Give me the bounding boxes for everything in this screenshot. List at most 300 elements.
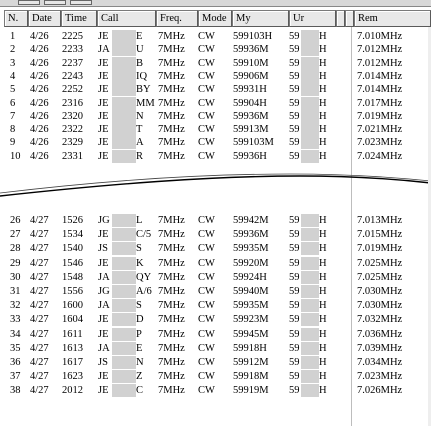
cell-time: 1534 (62, 229, 83, 241)
cell-my: 59913M (233, 124, 269, 136)
cell-n: 1 (10, 31, 16, 42)
cell-ur-suffix: H (319, 342, 327, 354)
cell-n: 7 (10, 110, 16, 122)
toolbar-strip (0, 0, 431, 7)
cell-call-suffix: A (136, 137, 144, 149)
table-row[interactable] (0, 299, 431, 312)
table-row[interactable] (0, 228, 431, 241)
cell-freq: 7MHz (158, 300, 185, 312)
cell-time: 1540 (62, 243, 83, 255)
cell-my: 59936M (233, 44, 269, 56)
cell-n: 34 (10, 328, 21, 340)
table-row[interactable] (0, 43, 431, 56)
call-redaction (112, 342, 136, 355)
cell-call-suffix: N (136, 357, 144, 368)
cell-date: 4/26 (30, 97, 49, 109)
cell-my: 59904H (233, 97, 267, 109)
table-row[interactable] (0, 97, 431, 110)
ur-redaction (301, 57, 319, 70)
column-header-time[interactable]: Time (61, 10, 97, 27)
ur-redaction (301, 313, 319, 326)
cell-my: 59906M (233, 70, 269, 82)
cell-freq: 7MHz (158, 110, 185, 122)
cell-mode: CW (198, 229, 215, 241)
cell-my: 599103M (233, 137, 274, 149)
call-redaction (112, 313, 136, 326)
cell-ur: 59 (289, 70, 300, 82)
cell-date: 4/27 (30, 215, 49, 226)
cell-date: 4/26 (30, 57, 49, 69)
table-row[interactable] (0, 150, 431, 163)
cell-date: 4/26 (30, 110, 49, 122)
ur-redaction (301, 136, 319, 149)
cell-call-suffix: E (136, 342, 143, 354)
cell-n: 4 (10, 70, 16, 82)
cell-call-suffix: P (136, 328, 142, 340)
cell-date: 4/27 (30, 371, 49, 383)
cell-ur-suffix: H (319, 257, 327, 269)
cell-call: JA (98, 44, 110, 56)
cell-freq: 7MHz (158, 314, 185, 326)
cell-ur-suffix: H (319, 357, 327, 368)
cell-rem: 7.015MHz (357, 229, 403, 241)
cell-mode: CW (198, 328, 215, 340)
table-row[interactable] (0, 242, 431, 255)
table-row[interactable] (0, 136, 431, 149)
ur-redaction (301, 30, 319, 43)
table-row[interactable] (0, 342, 431, 355)
cell-call: JE (98, 229, 109, 241)
cell-freq: 7MHz (158, 342, 185, 354)
call-redaction (112, 70, 136, 83)
cell-date: 4/26 (30, 150, 49, 162)
cell-ur-suffix: H (319, 328, 327, 340)
column-header-n[interactable]: N. (4, 10, 28, 27)
cell-mode: CW (198, 385, 215, 397)
cell-freq: 7MHz (158, 31, 185, 42)
cell-mode: CW (198, 371, 215, 383)
cell-n: 2 (10, 44, 16, 56)
toolbar-button[interactable] (44, 0, 66, 5)
cell-call-suffix: Z (136, 371, 143, 383)
cell-call: JE (98, 70, 109, 82)
cell-call: JE (98, 371, 109, 383)
cell-n: 3 (10, 57, 16, 69)
ur-redaction (301, 228, 319, 241)
cell-ur-suffix: H (319, 124, 327, 136)
cell-n: 5 (10, 84, 16, 96)
cell-ur: 59 (289, 243, 300, 255)
call-redaction (112, 110, 136, 123)
cell-mode: CW (198, 84, 215, 96)
cell-n: 30 (10, 271, 21, 283)
cell-mode: CW (198, 286, 215, 297)
cell-call-suffix: MM (136, 97, 155, 109)
cell-mode: CW (198, 215, 215, 226)
cell-call-suffix: S (136, 243, 142, 255)
cell-ur-suffix: H (319, 371, 327, 383)
ur-redaction (301, 384, 319, 397)
ur-redaction (301, 214, 319, 227)
cell-n: 28 (10, 243, 21, 255)
cell-call: JE (98, 137, 109, 149)
call-redaction (112, 228, 136, 241)
cell-mode: CW (198, 243, 215, 255)
cell-ur: 59 (289, 257, 300, 269)
cell-time: 2012 (62, 385, 83, 397)
cell-ur: 59 (289, 150, 300, 162)
ur-redaction (301, 43, 319, 56)
cell-call: JE (98, 97, 109, 109)
cell-ur: 59 (289, 271, 300, 283)
cell-time: 1613 (62, 342, 83, 354)
cell-my: 59936M (233, 110, 269, 122)
ur-redaction (301, 328, 319, 341)
table-row[interactable] (0, 110, 431, 123)
cell-time: 2243 (62, 70, 83, 82)
cell-time: 1617 (62, 357, 83, 368)
cell-my: 59924H (233, 271, 267, 283)
cell-time: 1556 (62, 286, 83, 297)
cell-ur: 59 (289, 215, 300, 226)
table-row[interactable] (0, 271, 431, 284)
cell-call-suffix: B (136, 57, 144, 69)
cell-rem: 7.014MHz (357, 70, 403, 82)
cell-rem: 7.017MHz (357, 97, 403, 109)
cell-freq: 7MHz (158, 84, 185, 96)
cell-call: JE (98, 57, 109, 69)
cell-ur: 59 (289, 328, 300, 340)
cell-mode: CW (198, 150, 215, 162)
cell-call: JE (98, 110, 109, 122)
column-header-blank-2[interactable] (345, 10, 354, 27)
column-header-blank-1[interactable] (336, 10, 345, 27)
cell-my: 59912M (233, 357, 269, 368)
cell-call: JG (98, 215, 110, 226)
cell-ur: 59 (289, 300, 300, 312)
call-redaction (112, 214, 136, 227)
break-line (0, 170, 431, 198)
ur-redaction (301, 150, 319, 163)
cell-rem: 7.013MHz (357, 215, 403, 226)
cell-call: JE (98, 314, 109, 326)
cell-freq: 7MHz (158, 371, 185, 383)
cell-call: JS (98, 357, 108, 368)
cell-ur: 59 (289, 357, 300, 368)
table-row[interactable] (0, 30, 431, 43)
cell-call-suffix: E (136, 31, 143, 42)
cell-n: 26 (10, 215, 21, 226)
toolbar-button[interactable] (18, 0, 40, 5)
cell-date: 4/26 (30, 124, 49, 136)
cell-mode: CW (198, 314, 215, 326)
call-redaction (112, 299, 136, 312)
cell-n: 10 (10, 150, 21, 162)
cell-date: 4/27 (30, 229, 49, 241)
column-header-row (4, 10, 431, 27)
cell-rem: 7.023MHz (357, 137, 403, 149)
cell-call: JE (98, 385, 109, 397)
call-redaction (112, 285, 136, 298)
column-header-my[interactable]: My (232, 10, 289, 27)
table-row[interactable] (0, 285, 431, 298)
ur-redaction (301, 271, 319, 284)
cell-call-suffix: L (136, 215, 143, 226)
cell-ur-suffix: H (319, 229, 327, 241)
cell-n: 8 (10, 124, 16, 136)
cell-my: 59945M (233, 328, 269, 340)
cell-freq: 7MHz (158, 229, 185, 241)
cell-my: 59940M (233, 286, 269, 297)
cell-call-suffix: IQ (136, 70, 148, 82)
cell-date: 4/26 (30, 137, 49, 149)
cell-rem: 7.012MHz (357, 57, 403, 69)
cell-rem: 7.036MHz (357, 328, 403, 340)
cell-ur-suffix: H (319, 31, 327, 42)
cell-rem: 7.014MHz (357, 84, 403, 96)
ur-redaction (301, 356, 319, 369)
ur-redaction (301, 123, 319, 136)
cell-date: 4/27 (30, 300, 49, 312)
ur-redaction (301, 299, 319, 312)
cell-ur: 59 (289, 31, 300, 42)
cell-time: 1604 (62, 314, 83, 326)
cell-time: 2329 (62, 137, 83, 149)
cell-ur-suffix: H (319, 243, 327, 255)
cell-rem: 7.019MHz (357, 110, 403, 122)
cell-time: 2331 (62, 150, 83, 162)
cell-my: 59936M (233, 229, 269, 241)
table-row[interactable] (0, 356, 431, 369)
cell-call-suffix: C (136, 385, 144, 397)
cell-my: 59918H (233, 342, 267, 354)
cell-time: 1548 (62, 271, 83, 283)
cell-call: JA (98, 342, 110, 354)
table-row[interactable] (0, 83, 431, 96)
cell-my: 59935M (233, 300, 269, 312)
table-row[interactable] (0, 384, 431, 397)
call-redaction (112, 136, 136, 149)
cell-ur-suffix: H (319, 271, 327, 283)
cell-time: 2237 (62, 57, 83, 69)
cell-freq: 7MHz (158, 150, 185, 162)
table-row[interactable] (0, 214, 431, 227)
cell-ur-suffix: H (319, 150, 327, 162)
table-row[interactable] (0, 57, 431, 70)
table-row[interactable] (0, 370, 431, 383)
cell-call-suffix: BY (136, 84, 151, 96)
table-row[interactable] (0, 257, 431, 270)
cell-call: JS (98, 243, 108, 255)
cell-date: 4/27 (30, 243, 49, 255)
cell-mode: CW (198, 257, 215, 269)
cell-ur: 59 (289, 137, 300, 149)
cell-ur: 59 (289, 314, 300, 326)
cell-mode: CW (198, 300, 215, 312)
cell-time: 2233 (62, 44, 83, 56)
cell-rem: 7.039MHz (357, 342, 403, 354)
cell-call-suffix: U (136, 44, 144, 56)
cell-rem: 7.034MHz (357, 357, 403, 368)
cell-freq: 7MHz (158, 215, 185, 226)
cell-rem: 7.030MHz (357, 300, 403, 312)
cell-ur-suffix: H (319, 137, 327, 149)
table-row[interactable] (0, 328, 431, 341)
cell-ur: 59 (289, 229, 300, 241)
cell-call-suffix: QY (136, 271, 152, 283)
cell-my: 599103H (233, 31, 273, 42)
cell-call: JE (98, 328, 109, 340)
cell-ur: 59 (289, 110, 300, 122)
cell-call: JA (98, 300, 110, 312)
cell-rem: 7.021MHz (357, 124, 403, 136)
column-header-date[interactable]: Date (28, 10, 61, 27)
cell-call-suffix: D (136, 314, 144, 326)
cell-date: 4/26 (30, 31, 49, 42)
cell-rem: 7.012MHz (357, 44, 403, 56)
cell-freq: 7MHz (158, 385, 185, 397)
cell-mode: CW (198, 137, 215, 149)
cell-rem: 7.025MHz (357, 257, 403, 269)
cell-ur: 59 (289, 371, 300, 383)
cell-mode: CW (198, 57, 215, 69)
cell-rem: 7.025MHz (357, 271, 403, 283)
column-header-freq[interactable]: Freq. (156, 10, 198, 27)
cell-time: 2322 (62, 124, 83, 136)
cell-freq: 7MHz (158, 137, 185, 149)
call-redaction (112, 328, 136, 341)
cell-freq: 7MHz (158, 286, 185, 297)
cell-call: JE (98, 124, 109, 136)
cell-date: 4/26 (30, 44, 49, 56)
cell-call: JE (98, 150, 109, 162)
cell-n: 6 (10, 97, 16, 109)
call-redaction (112, 370, 136, 383)
toolbar-button[interactable] (70, 0, 92, 5)
cell-call-suffix: T (136, 124, 143, 136)
cell-my: 59920M (233, 257, 269, 269)
ur-redaction (301, 370, 319, 383)
table-row[interactable] (0, 313, 431, 326)
ur-redaction (301, 342, 319, 355)
cell-mode: CW (198, 110, 215, 122)
ur-redaction (301, 242, 319, 255)
cell-time: 1600 (62, 300, 83, 312)
cell-my: 59936H (233, 150, 267, 162)
cell-mode: CW (198, 44, 215, 56)
cell-ur-suffix: H (319, 44, 327, 56)
cell-ur: 59 (289, 57, 300, 69)
cell-mode: CW (198, 31, 215, 42)
call-redaction (112, 384, 136, 397)
cell-mode: CW (198, 357, 215, 368)
cell-mode: CW (198, 70, 215, 82)
cell-time: 2225 (62, 31, 83, 42)
cell-call-suffix: N (136, 110, 144, 122)
cell-n: 36 (10, 357, 21, 368)
table-row[interactable] (0, 70, 431, 83)
call-redaction (112, 57, 136, 70)
cell-mode: CW (198, 124, 215, 136)
cell-freq: 7MHz (158, 44, 185, 56)
cell-my: 59923M (233, 314, 269, 326)
cell-time: 1611 (62, 328, 83, 340)
cell-rem: 7.032MHz (357, 314, 403, 326)
cell-time: 1623 (62, 371, 83, 383)
cell-rem: 7.010MHz (357, 31, 403, 42)
cell-ur: 59 (289, 44, 300, 56)
cell-freq: 7MHz (158, 97, 185, 109)
cell-date: 4/27 (30, 286, 49, 297)
cell-freq: 7MHz (158, 328, 185, 340)
cell-ur-suffix: H (319, 57, 327, 69)
cell-freq: 7MHz (158, 243, 185, 255)
cell-ur-suffix: H (319, 300, 327, 312)
cell-my: 59918M (233, 371, 269, 383)
call-redaction (112, 257, 136, 270)
cell-n: 9 (10, 137, 16, 149)
cell-ur-suffix: H (319, 286, 327, 297)
cell-ur: 59 (289, 97, 300, 109)
column-header-mode[interactable]: Mode (198, 10, 232, 27)
cell-call: JE (98, 84, 109, 96)
cell-n: 31 (10, 286, 21, 297)
cell-call: JA (98, 271, 110, 283)
column-header-call[interactable]: Call (97, 10, 156, 27)
cell-n: 33 (10, 314, 21, 326)
cell-rem: 7.019MHz (357, 243, 403, 255)
cell-date: 4/27 (30, 314, 49, 326)
cell-ur: 59 (289, 286, 300, 297)
cell-n: 37 (10, 371, 21, 383)
cell-n: 35 (10, 342, 21, 354)
cell-ur-suffix: H (319, 215, 327, 226)
cell-my: 59931H (233, 84, 267, 96)
cell-time: 2252 (62, 84, 83, 96)
cell-time: 2316 (62, 97, 83, 109)
column-header-rem[interactable]: Rem (354, 10, 431, 27)
cell-my: 59910M (233, 57, 269, 69)
cell-call-suffix: K (136, 257, 144, 269)
call-redaction (112, 97, 136, 110)
ur-redaction (301, 97, 319, 110)
call-redaction (112, 123, 136, 136)
cell-date: 4/27 (30, 342, 49, 354)
call-redaction (112, 83, 136, 96)
cell-mode: CW (198, 97, 215, 109)
cell-freq: 7MHz (158, 271, 185, 283)
cell-call: JE (98, 31, 109, 42)
table-row[interactable] (0, 123, 431, 136)
cell-ur-suffix: H (319, 97, 327, 109)
call-redaction (112, 242, 136, 255)
cell-rem: 7.030MHz (357, 286, 403, 297)
cell-date: 4/26 (30, 70, 49, 82)
cell-date: 4/27 (30, 257, 49, 269)
cell-rem: 7.024MHz (357, 150, 403, 162)
cell-time: 1526 (62, 215, 83, 226)
cell-n: 27 (10, 229, 21, 241)
cell-mode: CW (198, 271, 215, 283)
cell-rem: 7.023MHz (357, 371, 403, 383)
cell-date: 4/26 (30, 84, 49, 96)
cell-my: 59919M (233, 385, 269, 397)
call-redaction (112, 356, 136, 369)
cell-n: 38 (10, 385, 21, 397)
cell-ur: 59 (289, 385, 300, 397)
column-header-ur[interactable]: Ur (289, 10, 336, 27)
cell-n: 29 (10, 257, 21, 269)
